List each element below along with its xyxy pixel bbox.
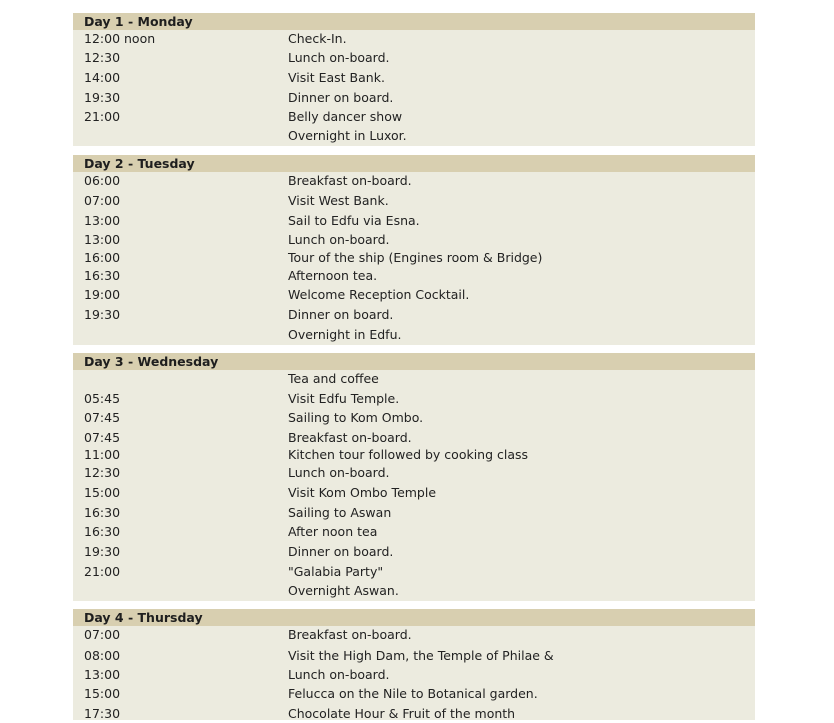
row-time: 16:30: [84, 505, 121, 520]
row-activity: Breakfast on-board.: [288, 173, 412, 188]
schedule-row: [73, 543, 755, 561]
row-time: 21:00: [84, 109, 121, 124]
schedule-row: [73, 647, 755, 665]
day-3-title: Day 3 - Wednesday: [84, 354, 219, 369]
day-3-header: [73, 353, 755, 370]
row-activity: Breakfast on-board.: [288, 627, 412, 642]
schedule-row: [73, 523, 755, 541]
row-activity: Lunch on-board.: [288, 232, 390, 247]
row-activity: Sailing to Kom Ombo.: [288, 410, 424, 425]
row-time: 16:00: [84, 250, 121, 265]
schedule-row: [73, 249, 755, 267]
row-time: 19:00: [84, 287, 121, 302]
row-activity: Dinner on board.: [288, 90, 394, 105]
row-activity: Visit Kom Ombo Temple: [288, 485, 437, 500]
row-activity: Lunch on-board.: [288, 465, 390, 480]
row-time: 15:00: [84, 686, 121, 701]
row-activity: Felucca on the Nile to Botanical garden.: [288, 686, 538, 701]
schedule-row: [73, 172, 755, 190]
row-time: 16:30: [84, 524, 121, 539]
row-activity: After noon tea: [288, 524, 378, 539]
row-activity: Breakfast on-board.: [288, 430, 412, 445]
row-time: 12:30: [84, 465, 121, 480]
row-activity: Tea and coffee: [288, 371, 379, 386]
row-time: 11:00: [84, 447, 121, 462]
schedule-row: [73, 563, 755, 581]
schedule-row: [73, 390, 755, 408]
row-activity: Lunch on-board.: [288, 667, 390, 682]
row-activity: Dinner on board.: [288, 307, 394, 322]
day-1-section: [73, 13, 755, 146]
row-activity: Lunch on-board.: [288, 50, 390, 65]
day-1-title: Day 1 - Monday: [84, 14, 193, 29]
schedule-row: [73, 370, 755, 388]
row-time: 13:00: [84, 232, 121, 247]
schedule-row: [73, 666, 755, 684]
row-time: 05:45: [84, 391, 121, 406]
schedule-row: [73, 192, 755, 210]
row-activity: Tour of the ship (Engines room & Bridge): [288, 250, 543, 265]
schedule-row: [73, 127, 755, 145]
row-activity: Visit Edfu Temple.: [288, 391, 400, 406]
schedule-row: [73, 267, 755, 285]
row-time: 07:45: [84, 430, 121, 445]
day-2-title: Day 2 - Tuesday: [84, 156, 195, 171]
row-time: 12:30: [84, 50, 121, 65]
day-4-header: [73, 609, 755, 626]
schedule-row: [73, 108, 755, 126]
row-time: 08:00: [84, 648, 121, 663]
row-activity: Visit East Bank.: [288, 70, 385, 85]
row-time: 16:30: [84, 268, 121, 283]
schedule-row: [73, 69, 755, 87]
day-2-header: [73, 155, 755, 172]
schedule-row: [73, 286, 755, 304]
schedule-row: [73, 30, 755, 48]
row-time: 13:00: [84, 667, 121, 682]
row-activity: Overnight in Luxor.: [288, 128, 407, 143]
row-activity: Overnight in Edfu.: [288, 327, 402, 342]
row-activity: Belly dancer show: [288, 109, 403, 124]
day-4-title: Day 4 - Thursday: [84, 610, 203, 625]
schedule-row: [73, 326, 755, 344]
row-time: 14:00: [84, 70, 121, 85]
row-time: 06:00: [84, 173, 121, 188]
schedule-row: [73, 626, 755, 644]
row-time: 07:00: [84, 627, 121, 642]
schedule-row: [73, 89, 755, 107]
row-time: 07:00: [84, 193, 121, 208]
schedule-row: [73, 705, 755, 723]
day-3-section: [73, 353, 755, 601]
schedule-row: [73, 49, 755, 67]
row-activity: Sail to Edfu via Esna.: [288, 213, 420, 228]
day-2-section: [73, 155, 755, 345]
row-activity: Welcome Reception Cocktail.: [288, 287, 470, 302]
schedule-row: [73, 464, 755, 482]
row-activity: Afternoon tea.: [288, 268, 378, 283]
schedule-row: [73, 484, 755, 502]
row-activity: Chocolate Hour & Fruit of the month: [288, 706, 516, 721]
row-activity: Kitchen tour followed by cooking class: [288, 447, 529, 462]
schedule-row: [73, 409, 755, 427]
schedule-row: [73, 446, 755, 464]
row-time: 13:00: [84, 213, 121, 228]
row-time: 17:30: [84, 706, 121, 721]
schedule-row: [73, 231, 755, 249]
schedule-row: [73, 582, 755, 600]
day-4-section: [73, 609, 755, 720]
schedule-row: [73, 212, 755, 230]
schedule-row: [73, 429, 755, 447]
row-activity: "Galabia Party": [288, 564, 384, 579]
day-1-header: [73, 13, 755, 30]
row-activity: Overnight Aswan.: [288, 583, 399, 598]
row-time: 07:45: [84, 410, 121, 425]
schedule-row: [73, 306, 755, 324]
row-activity: Visit the High Dam, the Temple of Philae &: [288, 648, 554, 663]
row-activity: Sailing to Aswan: [288, 505, 392, 520]
row-time: 19:30: [84, 307, 121, 322]
row-time: 15:00: [84, 485, 121, 500]
row-activity: Dinner on board.: [288, 544, 394, 559]
row-time: 19:30: [84, 544, 121, 559]
row-time: 21:00: [84, 564, 121, 579]
row-time: 12:00 noon: [84, 31, 156, 46]
schedule-row: [73, 685, 755, 703]
schedule-row: [73, 504, 755, 522]
row-activity: Check-In.: [288, 31, 347, 46]
row-time: 19:30: [84, 90, 121, 105]
row-activity: Visit West Bank.: [288, 193, 389, 208]
